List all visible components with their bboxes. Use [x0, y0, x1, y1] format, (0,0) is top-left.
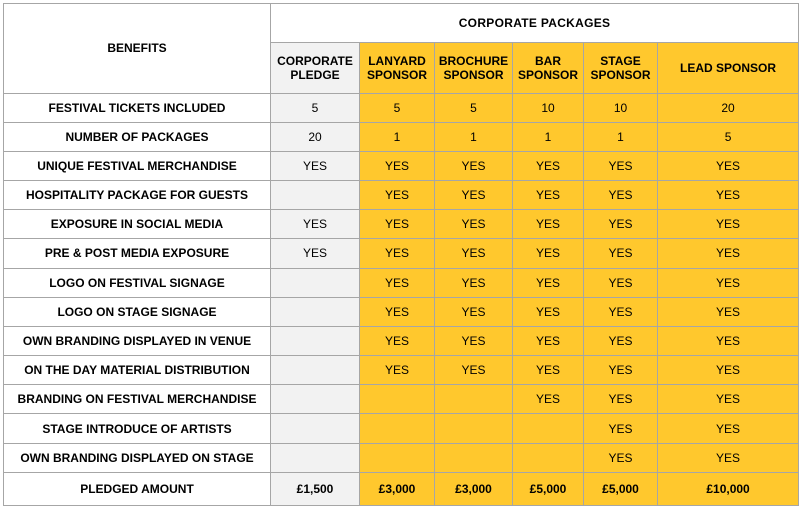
package-header-bar-sponsor: BAR SPONSOR: [513, 43, 584, 93]
package-cell: YES: [584, 356, 658, 385]
package-cell: [513, 443, 584, 472]
pledged-amount-value: £3,000: [435, 472, 513, 505]
package-cell: [435, 443, 513, 472]
package-cell: 1: [360, 122, 435, 151]
package-cell: YES: [360, 210, 435, 239]
package-cell: 10: [513, 93, 584, 122]
package-cell: [271, 181, 360, 210]
package-cell: YES: [360, 297, 435, 326]
pledged-amount-value: £10,000: [658, 472, 799, 505]
package-cell: YES: [584, 268, 658, 297]
package-cell: YES: [513, 356, 584, 385]
benefits-header: BENEFITS: [4, 4, 271, 94]
benefit-label: HOSPITALITY PACKAGE FOR GUESTS: [4, 181, 271, 210]
benefit-label: BRANDING ON FESTIVAL MERCHANDISE: [4, 385, 271, 414]
package-cell: YES: [360, 326, 435, 355]
package-cell: YES: [658, 239, 799, 268]
corporate-packages-table: [3, 3, 799, 506]
package-cell: YES: [435, 268, 513, 297]
package-cell: [435, 385, 513, 414]
table-row: [4, 122, 799, 151]
package-cell: [360, 443, 435, 472]
package-cell: YES: [513, 239, 584, 268]
package-cell: [271, 326, 360, 355]
table-row: [4, 239, 799, 268]
table-row: [4, 210, 799, 239]
package-cell: YES: [658, 356, 799, 385]
package-cell: 20: [658, 93, 799, 122]
package-cell: YES: [658, 297, 799, 326]
package-cell: [271, 268, 360, 297]
package-cell: YES: [360, 181, 435, 210]
package-header-brochure-sponsor: BROCHURE SPONSOR: [435, 43, 513, 93]
table-row: [4, 181, 799, 210]
package-cell: YES: [271, 210, 360, 239]
package-cell: YES: [360, 151, 435, 180]
pledged-amount-value: £1,500: [271, 472, 360, 505]
package-cell: YES: [513, 297, 584, 326]
package-cell: 5: [271, 93, 360, 122]
package-cell: YES: [513, 385, 584, 414]
benefit-label: FESTIVAL TICKETS INCLUDED: [4, 93, 271, 122]
package-cell: 1: [435, 122, 513, 151]
benefit-label: LOGO ON FESTIVAL SIGNAGE: [4, 268, 271, 297]
package-cell: [271, 385, 360, 414]
pledged-amount-value: £5,000: [513, 472, 584, 505]
package-cell: YES: [435, 297, 513, 326]
corporate-packages-title: CORPORATE PACKAGES: [271, 4, 799, 43]
package-cell: YES: [658, 181, 799, 210]
pledged-amount-value: £3,000: [360, 472, 435, 505]
package-cell: YES: [513, 268, 584, 297]
pledged-amount-row: [4, 472, 799, 505]
package-cell: YES: [658, 151, 799, 180]
table-row: [4, 356, 799, 385]
package-cell: YES: [584, 385, 658, 414]
benefit-label: PRE & POST MEDIA EXPOSURE: [4, 239, 271, 268]
package-cell: YES: [658, 414, 799, 443]
package-cell: 20: [271, 122, 360, 151]
package-cell: YES: [271, 151, 360, 180]
package-cell: 1: [513, 122, 584, 151]
package-cell: YES: [658, 326, 799, 355]
package-cell: YES: [584, 239, 658, 268]
package-cell: YES: [513, 210, 584, 239]
package-cell: YES: [584, 151, 658, 180]
package-cell: YES: [658, 210, 799, 239]
package-cell: [271, 297, 360, 326]
package-cell: [360, 385, 435, 414]
table-row: [4, 414, 799, 443]
benefit-label: UNIQUE FESTIVAL MERCHANDISE: [4, 151, 271, 180]
table-row: [4, 385, 799, 414]
table-row: [4, 443, 799, 472]
package-cell: YES: [360, 268, 435, 297]
benefit-label: ON THE DAY MATERIAL DISTRIBUTION: [4, 356, 271, 385]
package-cell: YES: [584, 210, 658, 239]
package-cell: [271, 356, 360, 385]
package-cell: YES: [360, 239, 435, 268]
table-row: [4, 151, 799, 180]
package-cell: YES: [513, 151, 584, 180]
package-cell: YES: [435, 326, 513, 355]
package-cell: 1: [584, 122, 658, 151]
package-cell: YES: [584, 326, 658, 355]
package-header-corporate-pledge: CORPORATE PLEDGE: [271, 43, 360, 93]
package-cell: YES: [513, 181, 584, 210]
package-cell: [435, 414, 513, 443]
package-header-lead-sponsor: LEAD SPONSOR: [658, 43, 799, 93]
package-cell: 5: [360, 93, 435, 122]
package-header-stage-sponsor: STAGE SPONSOR: [584, 43, 658, 93]
pledged-amount-value: £5,000: [584, 472, 658, 505]
package-cell: YES: [658, 385, 799, 414]
package-cell: [271, 414, 360, 443]
benefit-label: EXPOSURE IN SOCIAL MEDIA: [4, 210, 271, 239]
package-cell: YES: [435, 239, 513, 268]
table-row: [4, 268, 799, 297]
package-header-lanyard-sponsor: LANYARD SPONSOR: [360, 43, 435, 93]
package-cell: YES: [435, 181, 513, 210]
table-row: [4, 326, 799, 355]
package-cell: YES: [435, 151, 513, 180]
package-cell: YES: [584, 181, 658, 210]
table-row: [4, 93, 799, 122]
package-cell: YES: [271, 239, 360, 268]
package-cell: 5: [658, 122, 799, 151]
package-cell: YES: [435, 356, 513, 385]
package-cell: 10: [584, 93, 658, 122]
package-cell: 5: [435, 93, 513, 122]
package-cell: YES: [658, 268, 799, 297]
benefit-label: NUMBER OF PACKAGES: [4, 122, 271, 151]
package-cell: YES: [658, 443, 799, 472]
package-cell: YES: [360, 356, 435, 385]
benefit-label: LOGO ON STAGE SIGNAGE: [4, 297, 271, 326]
package-cell: YES: [584, 443, 658, 472]
benefit-label: STAGE INTRODUCE OF ARTISTS: [4, 414, 271, 443]
package-cell: [271, 443, 360, 472]
benefit-label: OWN BRANDING DISPLAYED ON STAGE: [4, 443, 271, 472]
package-cell: YES: [584, 414, 658, 443]
package-cell: YES: [435, 210, 513, 239]
package-cell: [513, 414, 584, 443]
table-row: [4, 297, 799, 326]
pledged-amount-label: PLEDGED AMOUNT: [4, 472, 271, 505]
package-cell: [360, 414, 435, 443]
package-cell: YES: [513, 326, 584, 355]
benefit-label: OWN BRANDING DISPLAYED IN VENUE: [4, 326, 271, 355]
package-cell: YES: [584, 297, 658, 326]
